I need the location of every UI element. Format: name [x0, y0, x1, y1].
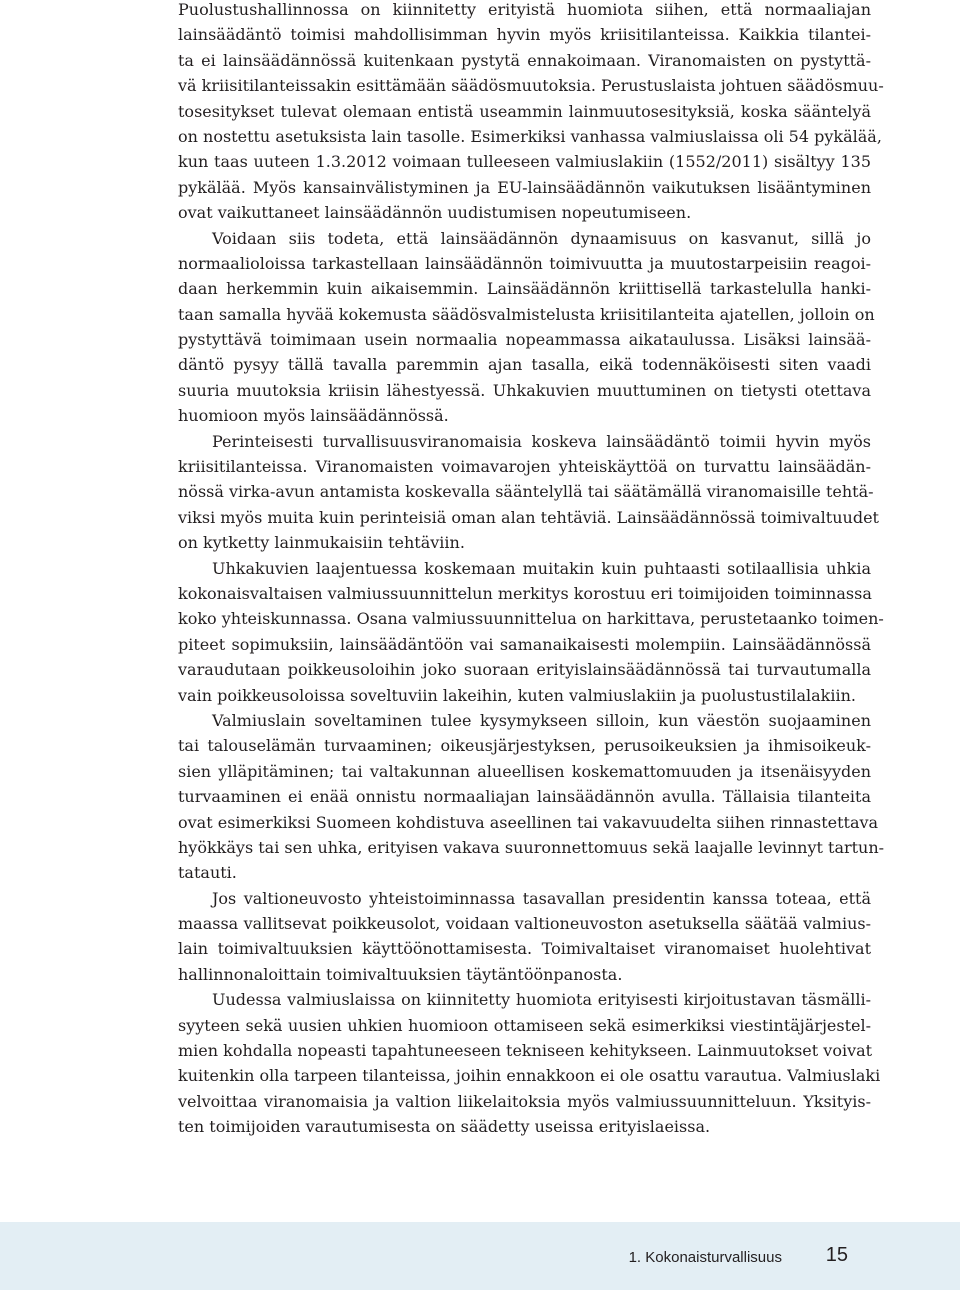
text-line: viksi myös muita kuin perinteisiä oman alan tehtäviä. Lainsäädännössä toimivaltuudet [178, 507, 879, 527]
text-line: Uudessa valmiuslaissa on kiinnitetty huomiota erityisesti kirjoitustavan täsmälli- [212, 990, 871, 1010]
text-line: sien ylläpitäminen; tai valtakunnan alueellisen koskemattomuuden ja itsenäisyyden [178, 761, 871, 781]
text-line: varaudutaan poikkeusoloihin joko suoraan erityislainsäädännössä tai turvautumalla [178, 660, 871, 680]
page-footer [0, 1222, 960, 1290]
text-line: mien kohdalla nopeasti tapahtuneeseen tekniseen kehitykseen. Lainmuutokset voivat [178, 1041, 873, 1061]
text-line: hallinnonaloittain toimivaltuuksien täytäntöönpanosta. [178, 964, 623, 984]
text-line: on nostettu asetuksista lain tasolle. Esimerkiksi vanhassa valmiuslaissa oli 54 pykälää, [178, 126, 882, 146]
text-line: däntö pysyy tällä tavalla paremmin ajan tasalla, eikä todennäköisesti siten vaadi [178, 355, 871, 375]
text-line: kuitenkin olla tarpeen tilanteissa, joihin ennakkoon ei ole osattu varautua. Valmiuslaki [178, 1066, 881, 1086]
body-text [178, 0, 885, 1140]
text-line: taan samalla hyvää kokemusta säädösvalmistelusta kriisitilanteita ajatellen, jolloin on [178, 304, 875, 324]
text-line: vain poikkeusoloissa soveltuviin lakeihin, kuten valmiuslakiin ja puolustustilalakiin. [178, 685, 856, 705]
text-line: tatauti. [178, 863, 237, 883]
text-line: lainsäädäntö toimisi mahdollisimman hyvin myös kriisitilanteissa. Kaikkia tilantei- [178, 25, 871, 45]
text-line: hyökkäys tai sen uhka, erityisen vakava suuronnettomuus sekä laajalle levinnyt tartun- [178, 837, 885, 857]
text-line: pykälää. Myös kansainvälistyminen ja EU-lainsäädännön vaikutuksen lisääntyminen [178, 177, 871, 197]
text-line: kokonaisvaltaisen valmiussuunnittelun merkitys korostuu eri toimijoiden toiminnassa [178, 583, 872, 603]
text-line: huomioon myös lainsäädännössä. [178, 406, 449, 426]
text-line: koko yhteiskunnassa. Osana valmiussuunnittelua on harkittava, perustetaanko toimen- [178, 609, 884, 629]
text-line: Jos valtioneuvosto yhteistoiminnassa tasavallan presidentin kanssa toteaa, että [212, 888, 871, 908]
text-line: pystyttävä toimimaan usein normaalia nopeammassa aikataulussa. Lisäksi lainsää- [178, 330, 871, 350]
text-line: daan herkemmin kuin aikaisemmin. Lainsäädännön kriittisellä tarkastelulla hanki- [178, 279, 871, 299]
text-line: piteet sopimuksiin, lainsäädäntöön vai samanaikaisesti molempiin. Lainsäädännössä [178, 634, 871, 654]
text-line: syyteen sekä uusien uhkien huomioon ottamiseen sekä esimerkiksi viestintäjärjestel- [178, 1015, 871, 1035]
page-number: 15 [825, 1244, 848, 1266]
text-line: kun taas uuteen 1.3.2012 voimaan tulleeseen valmiuslakiin (1552/2011) sisältyy 135 [178, 152, 871, 172]
text-line: kriisitilanteissa. Viranomaisten voimavarojen yhteiskäyttöä on turvattu lainsäädän- [178, 457, 871, 477]
text-line: ovat esimerkiksi Suomeen kohdistuva aseellinen tai vakavuudelta siihen rinnastettava [178, 812, 879, 832]
text-line: ovat vaikuttaneet lainsäädännön uudistumisen nopeutumiseen. [178, 203, 692, 223]
text-line: vä kriisitilanteissakin esittämään säädösmuutoksia. Perustuslaista johtuen säädösmuu- [178, 76, 884, 96]
text-line: Voidaan siis todeta, että lainsäädännön dynaamisuus on kasvanut, sillä jo [212, 228, 871, 248]
text-line: turvaaminen ei enää onnistu normaaliajan lainsäädännön avulla. Tällaisia tilanteita [178, 787, 871, 807]
text-line: tosesitykset tulevat olemaan entistä useammin lainmuutosesityksiä, koska sääntelyä [178, 101, 871, 121]
text-line: maassa vallitsevat poikkeusolot, voidaan valtioneuvoston asetuksella säätää valmius- [178, 914, 871, 934]
text-line: velvoittaa viranomaisia ja valtion liikelaitoksia myös valmiussuunnitteluun. Yksityis- [178, 1091, 871, 1111]
footer-section-title: 1. Kokonaisturvallisuus [628, 1249, 782, 1266]
text-line: Puolustushallinnossa on kiinnitetty erityistä huomiota siihen, että normaaliajan [178, 0, 871, 19]
text-line: lain toimivaltuuksien käyttöönottamisesta. Toimivaltaiset viranomaiset huolehtivat [178, 939, 871, 959]
text-line: Valmiuslain soveltaminen tulee kysymykseen silloin, kun väestön suojaaminen [212, 710, 871, 730]
text-line: nössä virka-avun antamista koskevalla sääntelyllä tai säätämällä viranomaisille tehtä- [178, 482, 874, 502]
text-line: Perinteisesti turvallisuusviranomaisia koskeva lainsäädäntö toimii hyvin myös [212, 431, 871, 451]
text-line: ten toimijoiden varautumisesta on säädetty useissa erityislaeissa. [178, 1117, 711, 1137]
text-line: ta ei lainsäädännössä kuitenkaan pystytä ennakoimaan. Viranomaisten on pystyttä- [178, 50, 871, 70]
text-line: normaalioloissa tarkastellaan lainsäädännön toimivuutta ja muutostarpeisiin reagoi- [178, 253, 871, 273]
text-line: Uhkakuvien laajentuessa koskemaan muitakin kuin puhtaasti sotilaallisia uhkia [212, 558, 871, 578]
text-line: on kytketty lainmukaisiin tehtäviin. [178, 533, 465, 553]
text-line: tai talouselämän turvaaminen; oikeusjärjestyksen, perusoikeuksien ja ihmisoikeuk- [178, 736, 871, 756]
text-line: suuria muutoksia kriisin lähestyessä. Uhkakuvien muuttuminen on tietysti otettava [178, 380, 871, 400]
